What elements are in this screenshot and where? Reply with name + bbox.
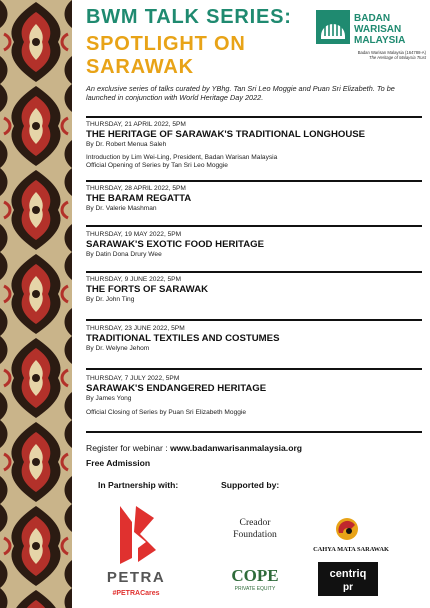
event-note: Official Opening of Series by Tan Sri Leo Moggie: [86, 162, 228, 170]
divider: [86, 180, 422, 182]
series-title-line1: BWM TALK SERIES:: [86, 6, 292, 28]
cope-sub: PRIVATE EQUITY: [234, 586, 276, 592]
event-title: THE HERITAGE OF SARAWAK'S TRADITIONAL LONGHOUSE: [86, 129, 366, 140]
event-speaker: By Datin Dona Drury Wee: [86, 251, 162, 258]
petra-tag: #PETRACares: [112, 590, 160, 597]
event-date: THURSDAY, 7 JULY 2022, 5PM: [86, 375, 180, 382]
centriq-pr-logo: [318, 562, 378, 596]
series-title-line3: SARAWAK: [86, 56, 194, 78]
event-date: THURSDAY, 23 JUNE 2022, 5PM: [86, 325, 185, 332]
creador-foundation-logo: Creador Foundation: [233, 517, 277, 540]
divider: [86, 116, 422, 118]
event-note: Official Closing of Series by Puan Sri Elizabeth Moggie: [86, 408, 247, 416]
event-6: [86, 374, 422, 417]
decorative-border: [0, 0, 72, 608]
logo-word-3: MALAYSIA: [354, 35, 406, 46]
logo-caption: [308, 50, 426, 60]
petra-logo: [96, 500, 176, 600]
divider: [86, 271, 422, 273]
event-title: TRADITIONAL TEXTILES AND COSTUMES: [86, 333, 280, 344]
divider: [86, 431, 422, 433]
series-title-line2: SPOTLIGHT ON: [86, 33, 246, 55]
event-note: Introduction by Lim Wei-Ling, President, Badan Warisan Malaysia: [86, 153, 278, 161]
event-1: [86, 120, 422, 171]
divider: [86, 225, 422, 227]
event-date: THURSDAY, 19 MAY 2022, 5PM: [86, 231, 182, 238]
cahya-mata-sarawak-logo: [311, 515, 391, 555]
register-label: Register for webinar :: [86, 443, 171, 453]
centriq-sub: pr: [343, 582, 353, 593]
event-title: THE BARAM REGATTA: [86, 193, 192, 204]
register-url[interactable]: www.badanwarisanmalaysia.org: [170, 443, 303, 453]
event-5: [86, 324, 422, 354]
event-speaker: By Dr. John Ting: [86, 296, 135, 303]
event-speaker: By James Yong: [86, 395, 132, 402]
event-4: [86, 275, 422, 305]
logo-caption-line1: Badan Warisan Malaysia (164788-A): [357, 50, 426, 55]
partnership-label: In Partnership with:: [98, 480, 179, 490]
event-date: THURSDAY, 9 JUNE 2022, 5PM: [86, 276, 182, 283]
event-title: THE FORTS OF SARAWAK: [86, 284, 209, 295]
free-admission: Free Admission: [86, 458, 151, 468]
event-title: SARAWAK'S EXOTIC FOOD HERITAGE: [86, 239, 264, 250]
event-speaker: By Dr. Welyne Jehom: [86, 345, 150, 352]
event-3: [86, 230, 422, 260]
logo-word-2: WARISAN: [354, 24, 402, 35]
flyer-content: [86, 0, 426, 608]
event-date: THURSDAY, 28 APRIL 2022, 5PM: [86, 185, 186, 192]
event-speaker: By Dr. Valerie Mashman: [86, 205, 157, 212]
cms-name: CAHYA MATA SARAWAK: [313, 546, 389, 553]
logo-caption-line2: The Heritage of Malaysia Trust: [369, 55, 426, 60]
logo-word-1: BADAN: [354, 13, 391, 24]
event-date: THURSDAY, 21 APRIL 2022, 5PM: [86, 121, 186, 128]
event-speaker: By Dr. Robert Menua Saleh: [86, 141, 167, 148]
divider: [86, 368, 422, 370]
event-2: [86, 184, 422, 214]
register-line: [86, 443, 302, 453]
supported-label: Supported by:: [221, 480, 280, 490]
divider: [86, 319, 422, 321]
intro-text: An exclusive series of talks curated by YBhg. Tan Sri Leo Moggie and Puan Sri Elizabeth. To be launched in conjunction with World Heritage Day 2022.: [86, 84, 395, 103]
petra-name: PETRA: [106, 569, 166, 586]
centriq-name: centriq: [329, 568, 367, 580]
event-title: SARAWAK'S ENDANGERED HERITAGE: [86, 383, 267, 394]
cope-logo: [222, 564, 288, 594]
cope-name: COPE: [231, 566, 279, 585]
